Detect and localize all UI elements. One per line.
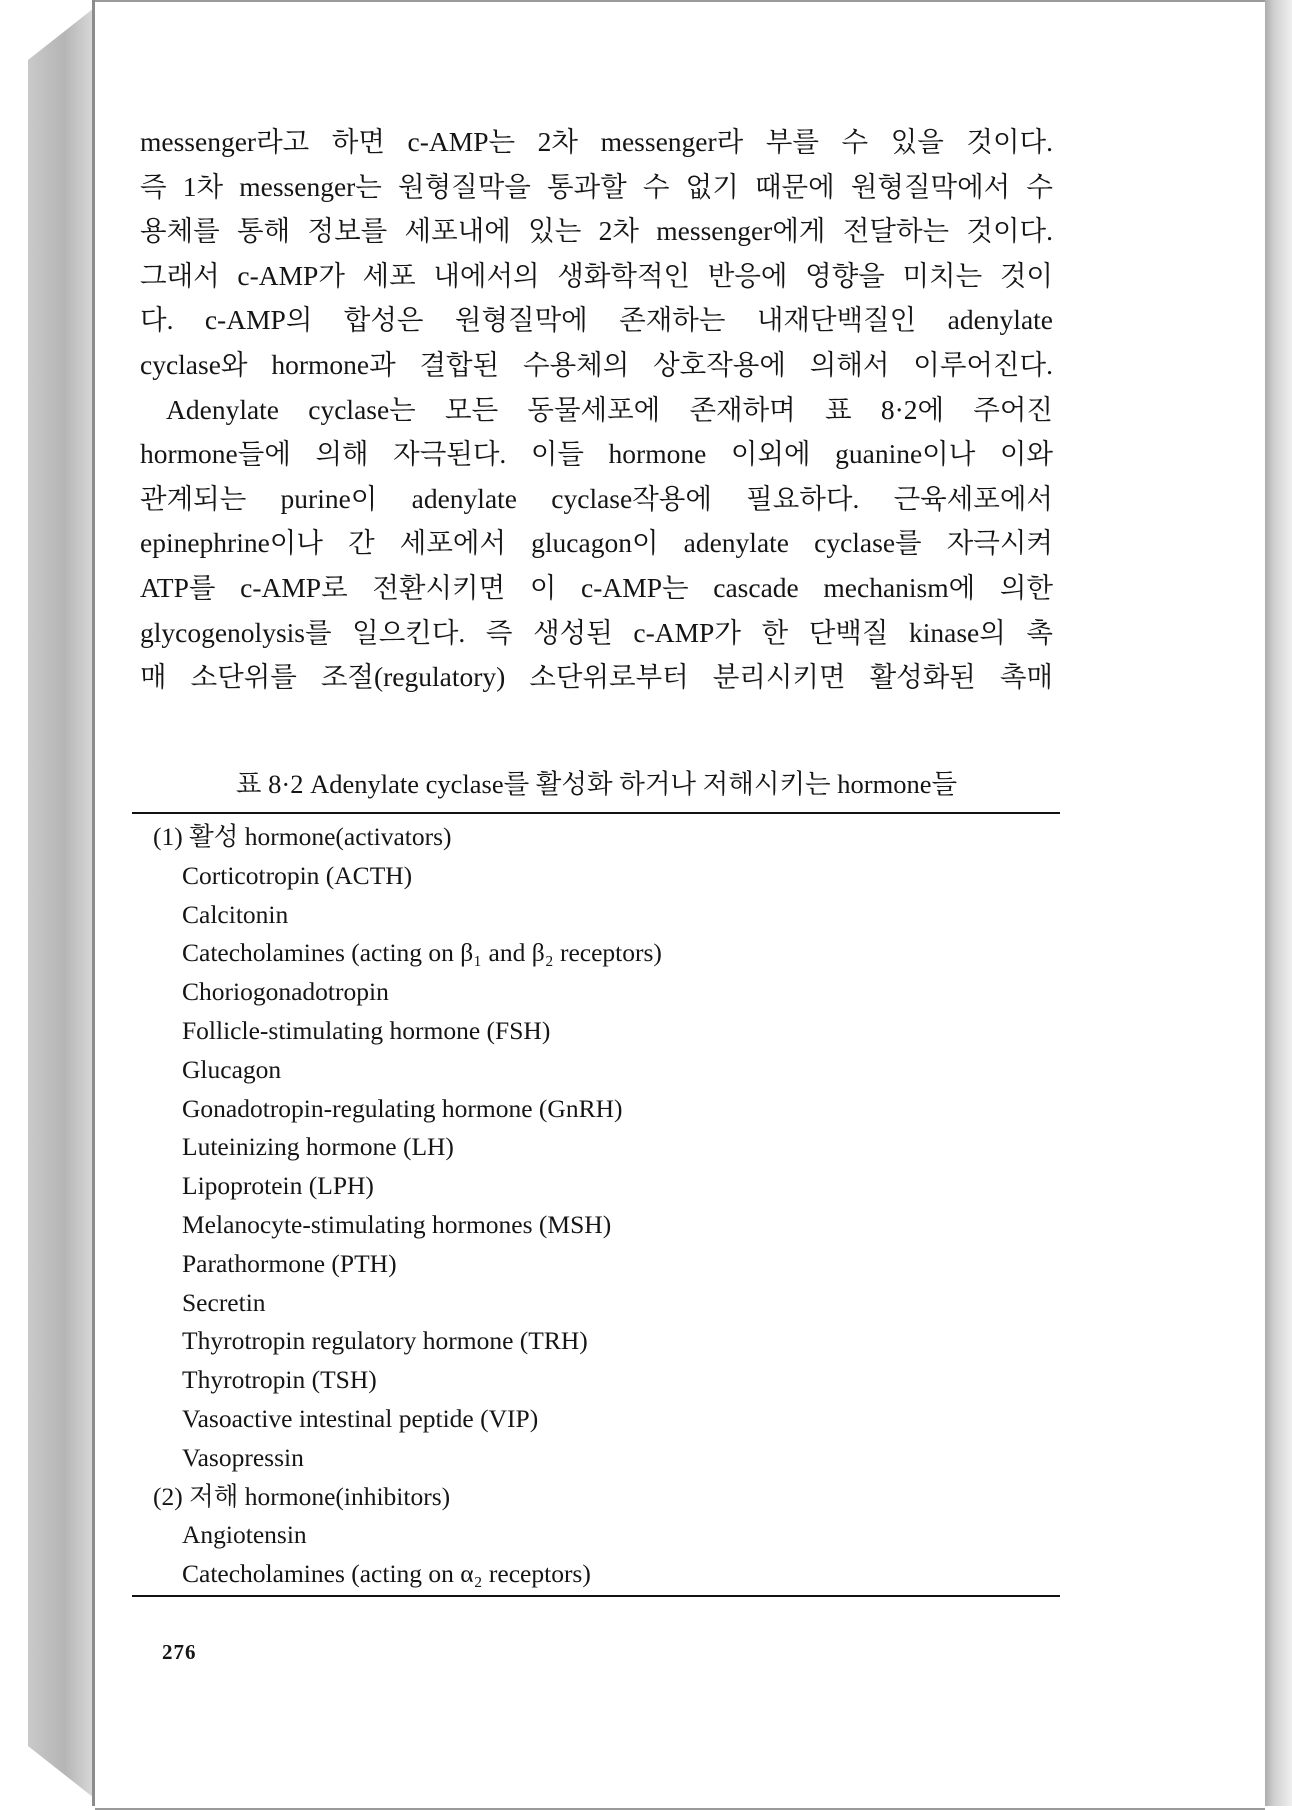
table-row: Melanocyte-stimulating hormones (MSH) bbox=[182, 1209, 612, 1239]
body-line: 그래서 c-AMP가 세포 내에서의 생화학적인 반응에 영향을 미치는 것이 bbox=[140, 259, 1053, 291]
table-row: Secretin bbox=[182, 1287, 266, 1317]
inhibitors-heading: (2) 저해 hormone(inhibitors) bbox=[153, 1481, 451, 1511]
body-line: cyclase와 hormone과 결합된 수용체의 상호작용에 의해서 이루어진다. bbox=[140, 348, 1053, 380]
table-row: Calcitonin bbox=[182, 899, 289, 929]
book-spine bbox=[28, 8, 94, 1798]
body-line: hormone들에 의해 자극된다. 이들 hormone 이외에 guanine이나 이와 bbox=[140, 438, 1053, 470]
table-row: Luteinizing hormone (LH) bbox=[182, 1132, 454, 1162]
page-edge-shadow bbox=[1264, 0, 1292, 1806]
hormone-table bbox=[140, 818, 1053, 1594]
table-row: Vasopressin bbox=[182, 1442, 304, 1472]
table-row: Catecholamines (acting on β₁ and β₂ receptors) bbox=[182, 938, 662, 968]
table-row: Glucagon bbox=[182, 1054, 282, 1084]
body-line: Adenylate cyclase는 모든 동물세포에 존재하며 표 8·2에 주어진 bbox=[166, 393, 1053, 425]
table-row: Parathormone (PTH) bbox=[182, 1248, 397, 1278]
table-row: Catecholamines (acting on α₂ receptors) bbox=[182, 1559, 591, 1589]
body-line: epinephrine이나 간 세포에서 glucagon이 adenylate cyclase를 자극시켜 bbox=[140, 527, 1053, 559]
table-caption: 표 8·2 Adenylate cyclase를 활성화 하거나 저해시키는 hormone들 bbox=[235, 769, 958, 799]
table-row: Angiotensin bbox=[182, 1520, 307, 1550]
body-paragraphs bbox=[140, 120, 1053, 700]
page-number: 276 bbox=[162, 1640, 197, 1664]
body-line: 용체를 통해 정보를 세포내에 있는 2차 messenger에게 전달하는 것이다. bbox=[140, 215, 1053, 247]
table-top-rule bbox=[132, 812, 1060, 814]
body-line: glycogenolysis를 일으킨다. 즉 생성된 c-AMP가 한 단백질 kinase의 촉 bbox=[140, 616, 1053, 648]
body-line: 다. c-AMP의 합성은 원형질막에 존재하는 내재단백질인 adenylate bbox=[140, 304, 1053, 336]
table-row: Thyrotropin (TSH) bbox=[182, 1365, 377, 1395]
table-row: Vasoactive intestinal peptide (VIP) bbox=[182, 1403, 539, 1433]
body-line: messenger라고 하면 c-AMP는 2차 messenger라 부를 수 있을 것이다. bbox=[140, 126, 1053, 157]
table-row: Gonadotropin-regulating hormone (GnRH) bbox=[182, 1093, 623, 1123]
body-line: 즉 1차 messenger는 원형질막을 통과할 수 없기 때문에 원형질막에서 수 bbox=[140, 170, 1053, 202]
body-line: ATP를 c-AMP로 전환시키면 이 c-AMP는 cascade mechanism에 의한 bbox=[140, 571, 1053, 603]
table-row: Corticotropin (ACTH) bbox=[182, 860, 413, 890]
table-row: Lipoprotein (LPH) bbox=[182, 1171, 374, 1201]
body-line: 관계되는 purine이 adenylate cyclase작용에 필요하다. 근육세포에서 bbox=[140, 482, 1053, 514]
table-row: Thyrotropin regulatory hormone (TRH) bbox=[182, 1326, 588, 1356]
table-row: Choriogonadotropin bbox=[182, 977, 389, 1007]
table-row: Follicle-stimulating hormone (FSH) bbox=[182, 1015, 551, 1045]
table-bottom-rule bbox=[132, 1595, 1060, 1597]
activators-heading: (1) 활성 hormone(activators) bbox=[153, 822, 452, 851]
body-line: 매 소단위를 조절(regulatory) 소단위로부터 분리시키면 활성화된 촉매 bbox=[140, 661, 1053, 693]
